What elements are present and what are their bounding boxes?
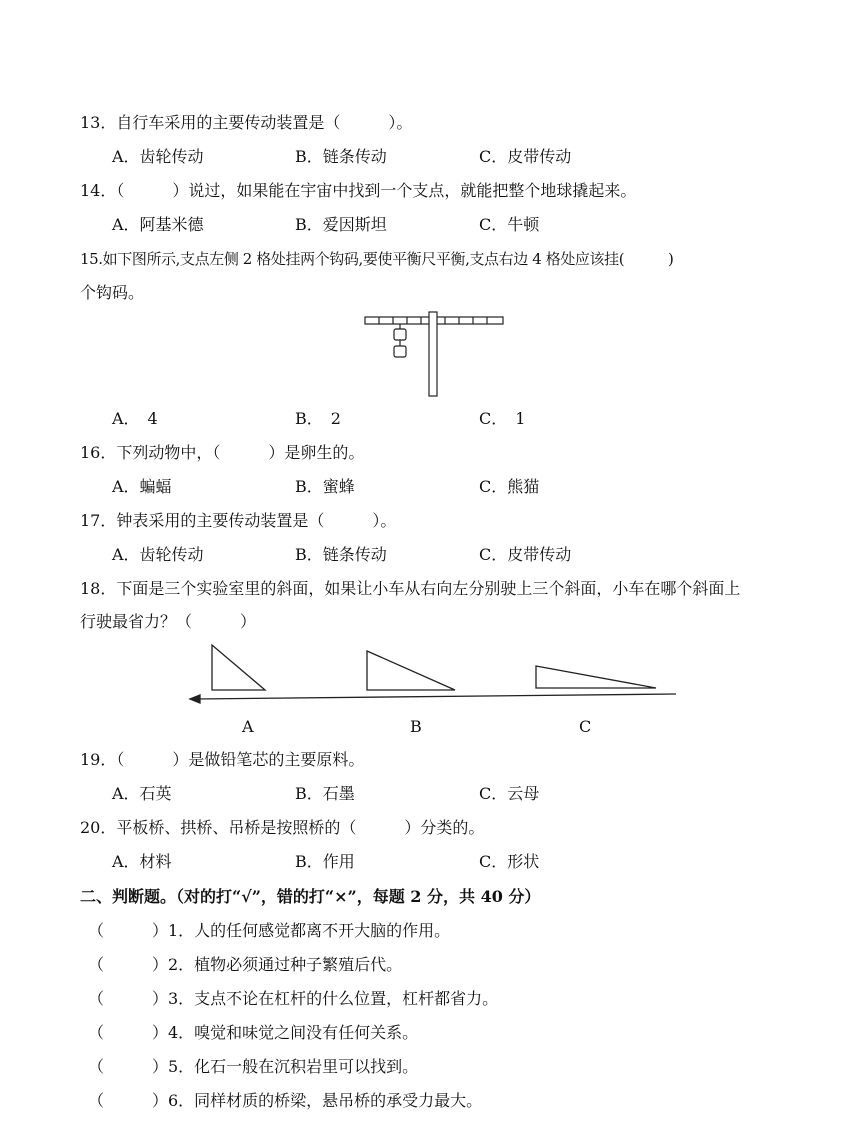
question-number: 18．: [80, 579, 117, 598]
option-c: C．皮带传动: [479, 147, 572, 166]
question-20: [80, 817, 484, 839]
option-b: B．链条传动: [295, 147, 387, 166]
question-text: （ ）是做铅笔芯的主要原料。: [116, 750, 365, 769]
question-number: 19．: [80, 750, 117, 769]
judgement-item-4: （ ）4．嗅觉和味觉之间没有任何关系。: [88, 1023, 419, 1042]
option-a: A．齿轮传动: [112, 545, 204, 564]
question-text: 下面是三个实验室里的斜面，如果让小车从右向左分别驶上三个斜面，小车在哪个斜面上: [116, 579, 741, 598]
option-b: B． 2: [295, 409, 341, 428]
option-a: A． 4: [112, 409, 158, 428]
lever-balance-figure: [365, 312, 503, 396]
judgement-item-5: （ ）5．化石一般在沉积岩里可以找到。: [88, 1057, 419, 1076]
option-b: B．蜜蜂: [295, 477, 355, 496]
option-b: B．作用: [295, 852, 355, 871]
question-17: [80, 510, 396, 532]
question-18-continued: 行驶最省力？（ ）: [80, 612, 257, 631]
question-text: 如下图所示,支点左侧 2 格处挂两个钩码,要使平衡尺平衡,支点右边 4 格处应该挂( ): [102, 250, 674, 268]
slopes-figure: [190, 645, 676, 703]
judgement-item-1: （ ）1．人的任何感觉都离不开大脑的作用。: [88, 921, 451, 940]
question-number: 17．: [80, 511, 117, 530]
question-text: 钟表采用的主要传动装置是（ ）。: [116, 511, 397, 530]
option-c: C．熊猫: [479, 477, 540, 496]
judgement-item-3: （ ）3．支点不论在杠杆的什么位置，杠杆都省力。: [88, 989, 499, 1008]
option-a: A．蝙蝠: [112, 477, 172, 496]
question-text: （ ）说过，如果能在宇宙中找到一个支点，就能把整个地球撬起来。: [116, 181, 637, 200]
option-a: A．石英: [112, 784, 172, 803]
question-text: 自行车采用的主要传动装置是（ ）。: [116, 113, 413, 132]
question-number: 20．: [80, 818, 117, 837]
judgement-item-6: （ ）6．同样材质的桥梁，悬吊桥的承受力最大。: [88, 1091, 483, 1110]
option-c: C．云母: [479, 784, 540, 803]
option-c: C．牛顿: [479, 215, 540, 234]
section-heading: 二、判断题。（对的打“√”，错的打“×”，每题 2 分，共 40 分）: [80, 887, 541, 906]
question-number: 15.: [80, 250, 103, 268]
slope-label-b: B: [410, 717, 422, 736]
question-number: 16．: [80, 443, 117, 462]
option-c: C．形状: [479, 852, 540, 871]
question-number: 13．: [80, 113, 117, 132]
option-a: A．阿基米德: [112, 215, 204, 234]
option-b: B．爱因斯坦: [295, 215, 387, 234]
question-text: 下列动物中，（ ）是卵生的。: [116, 443, 365, 462]
option-b: B．链条传动: [295, 545, 387, 564]
option-a: A．齿轮传动: [112, 147, 204, 166]
option-c: C．皮带传动: [479, 545, 572, 564]
question-text: 平板桥、拱桥、吊桥是按照桥的（ ）分类的。: [116, 818, 485, 837]
question-15-continued: 个钩码。: [80, 283, 145, 302]
option-c: C． 1: [479, 409, 526, 428]
option-b: B．石墨: [295, 784, 355, 803]
question-number: 14．: [80, 181, 117, 200]
question-18: [80, 578, 740, 600]
slope-label-a: A: [242, 717, 254, 736]
question-16: [80, 442, 364, 464]
question-19: [80, 749, 364, 771]
slope-label-c: C: [579, 717, 592, 736]
option-a: A．材料: [112, 852, 172, 871]
judgement-item-2: （ ）2．植物必须通过种子繁殖后代。: [88, 955, 403, 974]
